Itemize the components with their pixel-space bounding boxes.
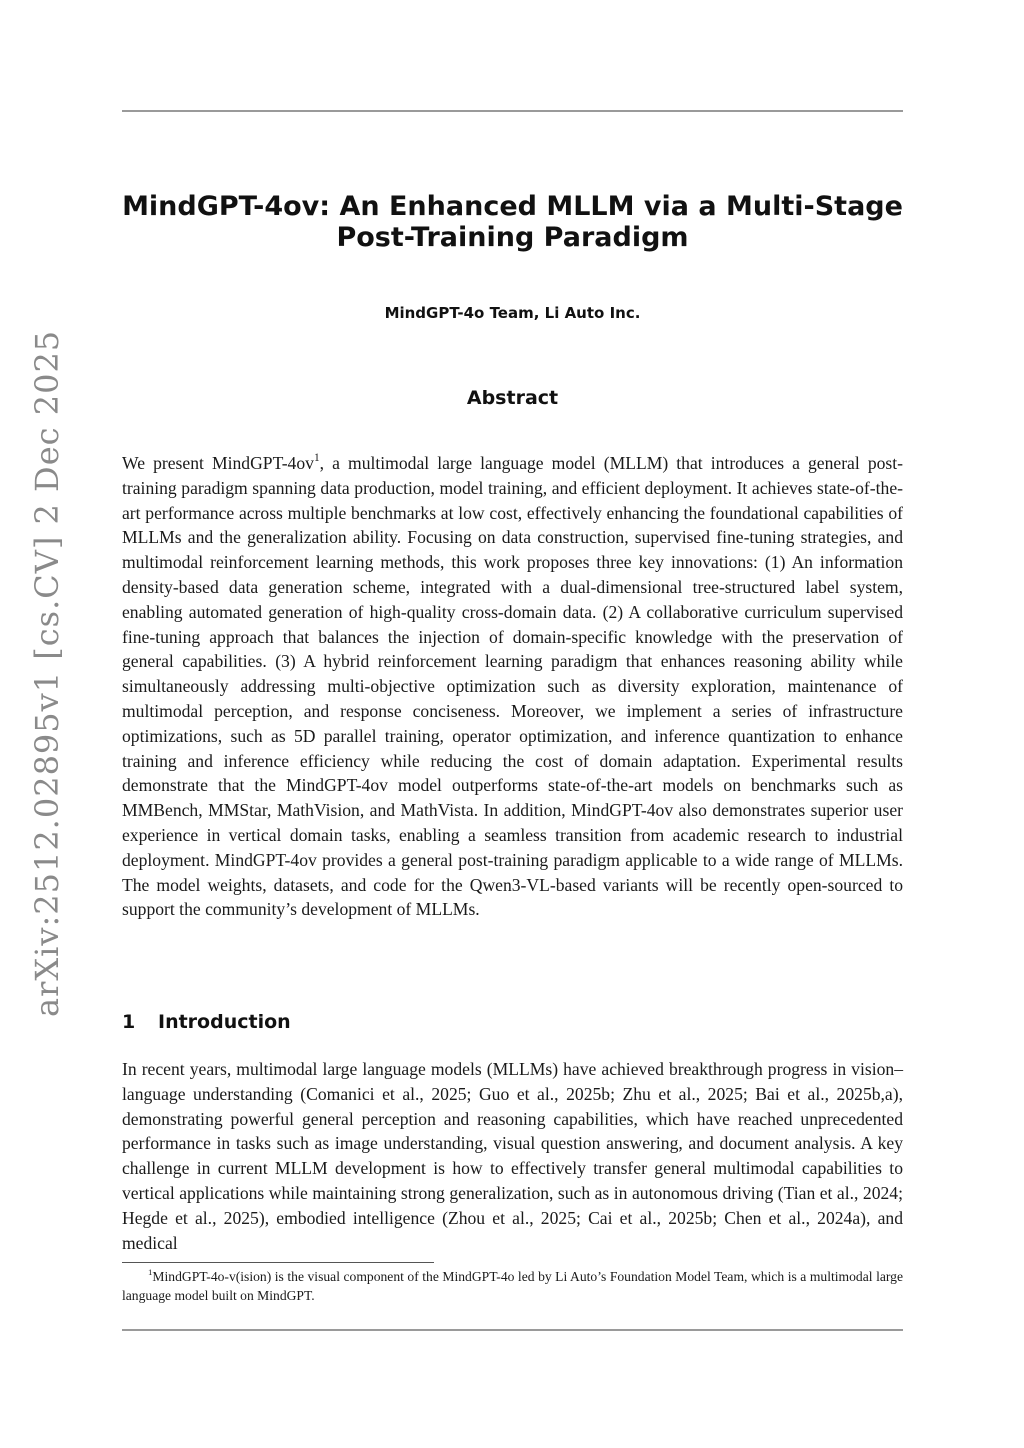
abstract-heading: Abstract xyxy=(466,387,559,409)
introduction-body: In recent years, multimodal large language models (MLLMs) have achieved breakthrough progress in vision–language understanding (Comanici et al., 2025; Guo et al., 2025b; Zhu et al., 2025; Bai et al., 2025b,a), demonstrating powerful general perception and reasoning capabilities, which have reached unprecedented performance in tasks such as image understanding, visual question answering, and document analysis. A key challenge in current MLLM development is how to effectively transfer general multimodal capabilities to vertical applications while maintaining strong generalization, such as in autonomous driving (Tian et al., 2024; Hegde et al., 2025), embodied intelligence (Zhou et al., 2025; Cai et al., 2025b; Chen et al., 2024a), and medical xyxy=(122,1059,903,1253)
abstract-text: , a multimodal large language model (MLLM) that introduces a general post-training paradigm spanning data production, model training, and efficient deployment. It achieves state-of-the-art performance across multiple benchmarks at low cost, effectively enhancing the foundational capabilities of MLLMs and the generalization ability. Focusing on data construction, supervised fine-tuning strategies, and multimodal reinforcement learning methods, this work proposes three key innovations: (1) An information density-based data generation scheme, integrated with a dual-dimensional tree-structured label system, enabling automated generation of high-quality cross-domain data. (2) A collaborative curriculum supervised fine-tuning approach that balances the injection of domain-specific knowledge with the preservation of general capabilities. (3) A hybrid reinforcement learning paradigm that enhances reasoning ability while simultaneously addressing multi-objective optimization such as diversity exploration, maintenance of multimodal perception, and response conciseness. Moreover, we implement a series of infrastructure optimizations, such as 5D parallel training, operator optimization, and inference quantization to enhance training and inference efficiency while reducing the cost of domain adaptation. Experimental results demonstrate that the MindGPT-4ov model outperforms state-of-the-art models on benchmarks such as MMBench, MMStar, MathVision, and MathVista. In addition, MindGPT-4ov also demonstrates superior user experience in vertical domain tasks, enabling a seamless transition from academic research to industrial deployment. MindGPT-4ov provides a general post-training paradigm applicable to a wide range of MLLMs. The model weights, datasets, and code for the Qwen3-VL-based variants will be recently open-sourced to support the community’s development of MLLMs. xyxy=(122,453,904,920)
title-line-1: MindGPT-4ov: An Enhanced MLLM via a Multi-Stage xyxy=(122,191,903,222)
footnote-ref[interactable]: 1 xyxy=(313,452,320,464)
title-line-2: Post-Training Paradigm xyxy=(336,222,689,253)
authors: MindGPT-4o Team, Li Auto Inc. xyxy=(384,304,641,322)
footnote-rule xyxy=(122,1262,434,1263)
abstract-body xyxy=(122,451,903,922)
paper-title xyxy=(122,191,903,253)
top-rule xyxy=(122,110,903,112)
section-title: Introduction xyxy=(158,1011,291,1033)
footnote-mark: 1 xyxy=(148,1266,153,1277)
arxiv-identifier[interactable]: arXiv:2512.02895v1 [cs.CV] 2 Dec 2025 xyxy=(28,329,66,1017)
footnote xyxy=(122,1267,903,1305)
section-number: 1 xyxy=(122,1011,136,1033)
footnote-text: MindGPT-4o-v(ision) is the visual component of the MindGPT-4o led by Li Auto’s Foundation Model Team, which is a multimodal large language model built on MindGPT. xyxy=(122,1269,903,1303)
section-heading-introduction xyxy=(122,1011,291,1033)
bottom-rule xyxy=(122,1329,903,1331)
abstract-lead: We present MindGPT-4ov xyxy=(122,453,314,473)
